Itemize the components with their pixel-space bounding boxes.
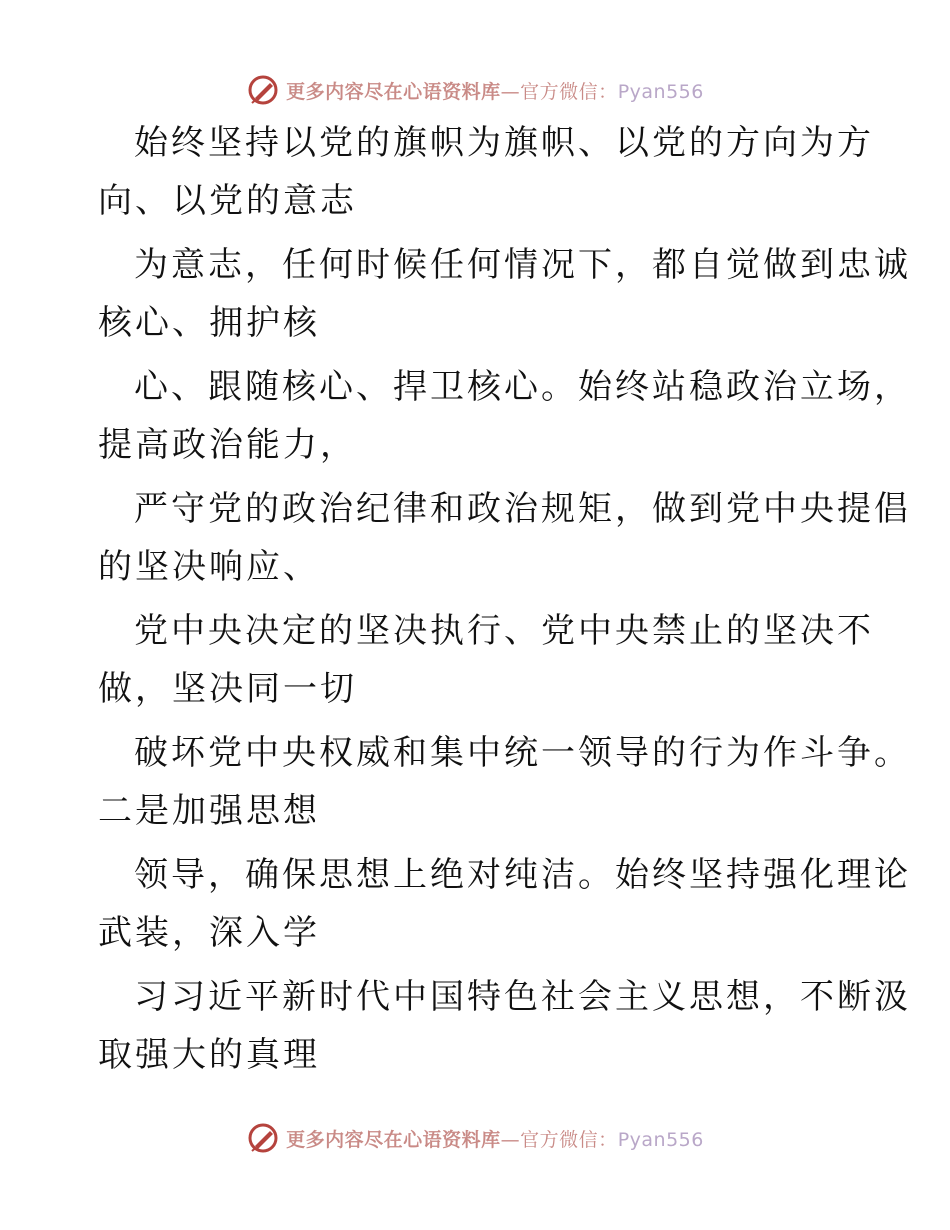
text-line: 核心、拥护核 [98, 303, 320, 343]
text-line: 党中央决定的坚决执行、党中央禁止的坚决不 [134, 611, 874, 651]
text-line: 的坚决响应、 [98, 547, 320, 587]
pen-logo-icon [246, 1121, 280, 1155]
watermark-library-name: 更多内容尽在心语资料库 [286, 1128, 501, 1151]
text-line: 做，坚决同一切 [98, 669, 357, 709]
text-line: 向、以党的意志 [98, 181, 357, 221]
text-line: 为意志，任何时候任何情况下，都自觉做到忠诚 [134, 245, 911, 285]
watermark-dash: — [500, 1128, 521, 1151]
text-line: 提高政治能力， [98, 425, 357, 465]
watermark-account: Pyan556 [617, 1128, 704, 1151]
watermark-wechat-label: 官方微信： [520, 1128, 618, 1151]
watermark-library-name: 更多内容尽在心语资料库 [286, 80, 501, 103]
text-line: 破坏党中央权威和集中统一领导的行为作斗争。 [134, 733, 911, 773]
text-line: 二是加强思想 [98, 791, 320, 831]
text-line: 武装，深入学 [98, 913, 320, 953]
watermark-account: Pyan556 [617, 80, 704, 103]
watermark-dash: — [500, 80, 521, 103]
watermark-wechat-label: 官方微信： [520, 80, 618, 103]
text-line: 领导，确保思想上绝对纯洁。始终坚持强化理论 [134, 855, 911, 895]
text-line: 取强大的真理 [98, 1035, 320, 1075]
header-watermark [0, 70, 950, 110]
text-line: 始终坚持以党的旗帜为旗帜、以党的方向为方 [134, 123, 874, 163]
text-line: 严守党的政治纪律和政治规矩，做到党中央提倡 [134, 489, 911, 529]
footer-watermark [0, 1118, 950, 1158]
watermark-text [286, 77, 704, 104]
watermark-text [286, 1125, 704, 1152]
text-line: 习习近平新时代中国特色社会主义思想，不断汲 [134, 977, 911, 1017]
pen-logo-icon [246, 73, 280, 107]
text-line: 心、跟随核心、捍卫核心。始终站稳政治立场， [134, 367, 911, 407]
